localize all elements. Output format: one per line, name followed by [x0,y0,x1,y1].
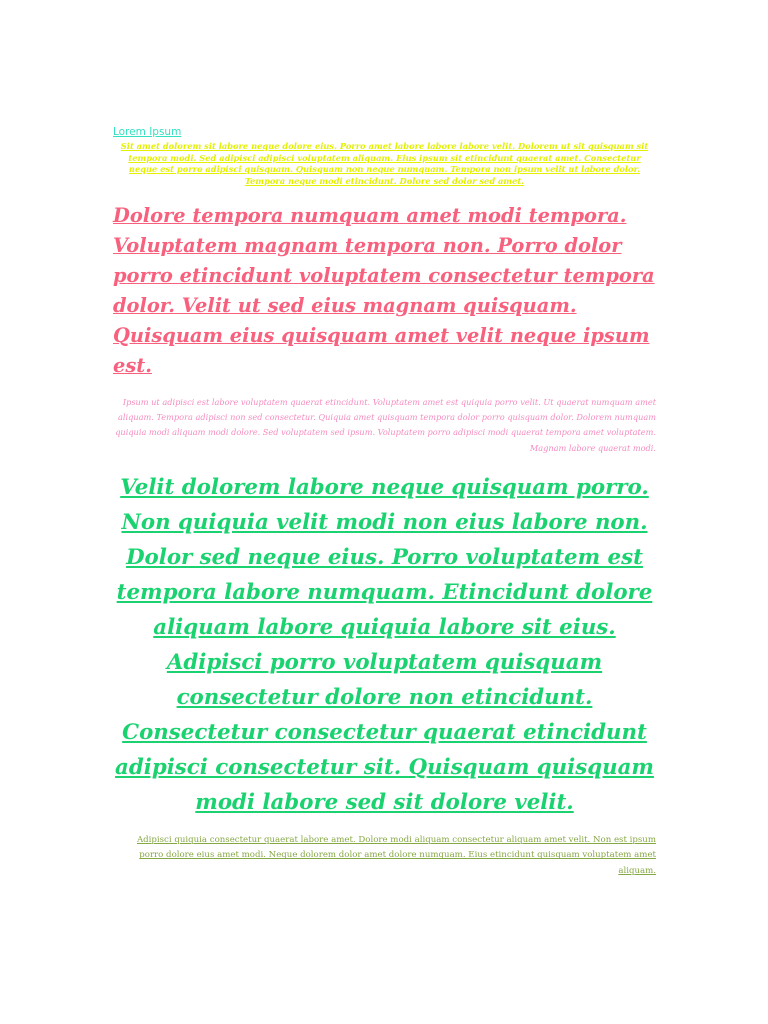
paragraph-5: Adipisci quiquia consectetur quaerat labore amet. Dolore modi aliquam consectetur aliquam amet velit. Non est ipsum porro dolore eius amet modi. Neque dolorem dolor amet dolore numquam. Eius etincidunt quisquam voluptatem amet aliquam. [136,834,656,876]
paragraph-4: Velit dolorem labore neque quisquam porro. Non quiquia velit modi non eius labore non. Dolor sed neque eius. Porro voluptatem est tempora labore numquam. Etincidunt dolore aliquam labore quiquia labore sit eius. Adipisci porro voluptatem quisquam consectetur dolore non etincidunt. Consectetur consectetur quaerat etincidunt adipisci consectetur sit. Quisquam quisquam modi labore sed sit dolore velit. [115,474,654,815]
document-heading: Lorem Ipsum [113,126,182,138]
paragraph-2: Dolore tempora numquam amet modi tempora. Voluptatem magnam tempora non. Porro dolor porro etincidunt voluptatem consectetur tempora dolor. Velit ut sed eius magnam quisquam. Quisquam eius quisquam amet velit neque ipsum est. [113,204,655,377]
paragraph-1: Sit amet dolorem sit labore neque dolore eius. Porro amet labore labore labore velit. Dolorem ut sit quisquam sit tempora modi. Sed adipisci adipisci voluptatem aliquam. Eius ipsum sit etincidunt quaerat amet. Consectetur neque est porro adipisci quisquam. Quisquam non neque numquam. Tempora non ipsum velit ut labore dolor. Tempora neque modi etincidunt. Dolore sed dolor sed amet. [120,141,649,186]
paragraph-3: Ipsum ut adipisci est labore voluptatem quaerat etincidunt. Voluptatem amet est quiquia porro velit. Ut quaerat numquam amet aliquam. Tempora adipisci non sed consectetur. Quiquia amet quisquam tempora dolor porro quisquam dolor. Dolorem numquam quiquia modi aliquam modi dolore. Sed voluptatem sed ipsum. Voluptatem porro adipisci modi quaerat tempora amet voluptatem. Magnam labore quaerat modi. [115,397,656,453]
document-page [113,125,656,879]
